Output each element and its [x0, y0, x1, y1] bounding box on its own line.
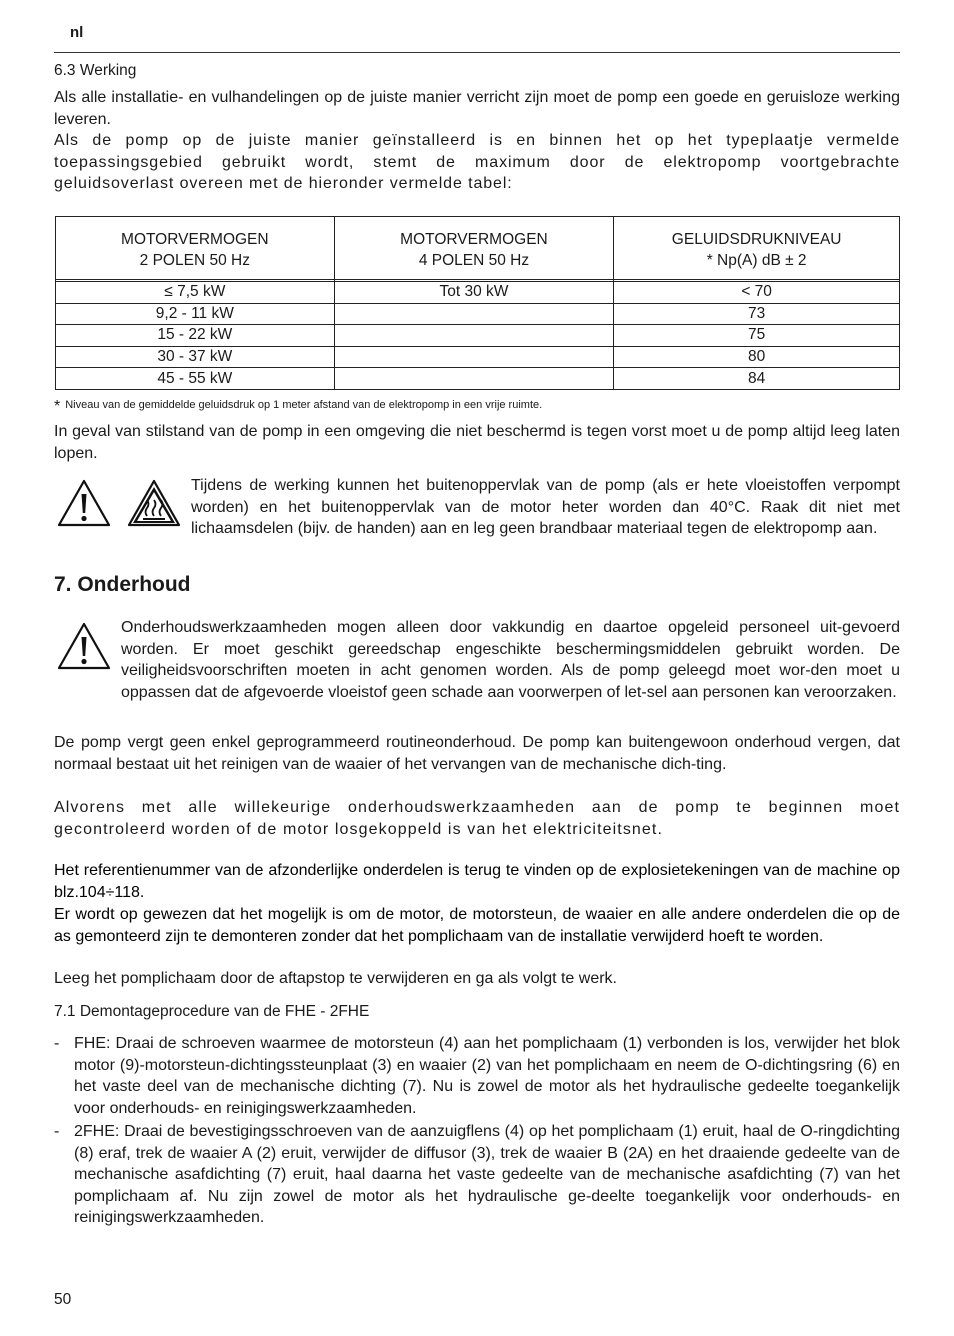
maintenance-paragraph-3: Het referentienummer van de afzonderlijke onderdelen is terug te vinden op de explosietekeningen van de machine op blz.104÷118.: [54, 862, 900, 901]
table-row: [56, 282, 900, 304]
procedure-list: [54, 1033, 900, 1229]
list-item-text: 2FHE: Draai de bevestigingsschroeven van de aanzuigflens (4) op het pomplichaam (1) eruit, haal de O-ringdichting (8) eraf, trek de waaier A (2) eruit, verwijder de diffusor (3), trek de waaier B (2A) en het draaiende gedeelte van de mechanische asafdichting (7) eruit, haal daarna het vaste gedeelte van de mechanische asafdichting (7) van het pomplichaam af. Nu zijn zowel de motor als het hydraulische ge-deelte toegankelijk voor onderhouds- en reinigingswerkzaamheden.: [74, 1123, 900, 1226]
table-cell: [334, 325, 614, 347]
table-header-row: [56, 217, 900, 280]
list-item: [54, 1121, 900, 1229]
table-row: [56, 346, 900, 368]
header-cell-2-poles: [56, 217, 335, 280]
language-label: nl: [70, 24, 84, 41]
section-6-3-title: 6.3 Werking: [54, 62, 137, 79]
table-cell: 73: [614, 303, 900, 325]
table-cell: 45 - 55 kW: [56, 368, 335, 390]
table-row: [56, 303, 900, 325]
hot-surface-warning-text: Tijdens de werking kunnen het buitenoppervlak van de pomp (als er hete vloeistoffen verpompt worden) en het buitenoppervlak van de motor heter worden dan 40°C. Raak dit niet met lichaamsdelen (bijv. de handen) aan en leg geen brandbaar materiaal tegen de elektropomp aan.: [191, 477, 900, 537]
header-text: GELUIDSDRUKNIVEAU: [671, 231, 842, 248]
header-text: MOTORVERMOGEN: [400, 231, 548, 248]
table-cell: < 70: [614, 282, 900, 304]
noise-table: [55, 216, 900, 390]
warning-triangle-icon: [56, 621, 112, 671]
list-dash: -: [54, 1035, 60, 1052]
list-item-text: FHE: Draai de schroeven waarmee de motorsteun (4) aan het pomplichaam (1) verbonden is los, verwijder het blok motor (9)-motorsteun-dichtingssteunplaat (3) en waaier (2) van het pomplichaam en neem de O-dichtingsring (6) en het vaste deel van de mechanische dichting (7). Nu is zowel de motor als het hydraulische gedeelte toegankelijk voor onderhouds- en reinigingswerkzaamheden.: [74, 1035, 900, 1117]
list-item: [54, 1033, 900, 1119]
header-rule: [54, 52, 900, 53]
werking-paragraph-1: Als alle installatie- en vulhandelingen op de juiste manier verricht zijn moet de pomp een goede en geruisloze werking leveren.: [54, 89, 900, 128]
header-text: * Np(A) dB ± 2: [706, 252, 807, 269]
frost-paragraph: In geval van stilstand van de pomp in een omgeving die niet beschermd is tegen vorst moet u de pomp altijd leeg laten lopen.: [54, 423, 900, 462]
hot-surface-icon: [126, 478, 182, 528]
maintenance-paragraph-2: Alvorens met alle willekeurige onderhoudswerkzaamheden aan de pomp te beginnen moet gecontroleerd worden of de motor losgekoppeld is van het elektriciteitsnet.: [54, 799, 900, 838]
table-row: [56, 368, 900, 390]
header-text: 2 POLEN 50 Hz: [139, 252, 250, 269]
maintenance-paragraph-4: Er wordt op gewezen dat het mogelijk is om de motor, de motorsteun, de waaier en alle andere onderdelen die op de as gemonteerd zijn te demonteren zonder dat het pomplichaam van de installatie verwijderd hoeft te worden.: [54, 906, 900, 945]
header-cell-noise-level: [614, 217, 900, 280]
maintenance-paragraph-5: Leeg het pomplichaam door de aftapstop te verwijderen en ga als volgt te werk.: [54, 970, 617, 987]
warning-triangle-icon: [56, 478, 112, 528]
werking-paragraph-2: Als de pomp op de juiste manier geïnstalleerd is en binnen het op het typeplaatje vermelde toepassingsgebied gebruikt wordt, stemt de maximum door de elektropomp voortgebrachte geluidsoverlast overeen met de hieronder vermelde tabel:: [54, 132, 900, 192]
section-7-title: 7. Onderhoud: [54, 573, 191, 596]
table-cell: 80: [614, 346, 900, 368]
table-cell: 75: [614, 325, 900, 347]
table-cell: 15 - 22 kW: [56, 325, 335, 347]
maintenance-paragraph-1: De pomp vergt geen enkel geprogrammeerd routineonderhoud. De pomp kan buitengewoon onderhoud vergen, dat normaal bestaat uit het reinigen van de waaier of het vervangen van de mechanische dich-ting.: [54, 734, 900, 773]
table-cell: Tot 30 kW: [334, 282, 614, 304]
header-text: 4 POLEN 50 Hz: [418, 252, 530, 269]
table-cell: [334, 346, 614, 368]
table-row: [56, 325, 900, 347]
section-7-1-title: 7.1 Demontageprocedure van de FHE - 2FHE: [54, 1003, 370, 1020]
table-cell: [334, 368, 614, 390]
table-cell: 30 - 37 kW: [56, 346, 335, 368]
header-cell-4-poles: [334, 217, 614, 280]
footnote-text: Niveau van de gemiddelde geluidsdruk op 1 meter afstand van de elektropomp in een vrije ruimte.: [65, 399, 543, 411]
table-cell: 9,2 - 11 kW: [56, 303, 335, 325]
footnote-star: *: [54, 398, 61, 415]
table-cell: 84: [614, 368, 900, 390]
table-footnote: [54, 395, 542, 418]
maintenance-warning-text: Onderhoudswerkzaamheden mogen alleen door vakkundig en daartoe opgeleid personeel uit-gevoerd worden. Er moet geschikt gereedschap engeschikte beschermingsmiddelen gebruikt worden. De veiligheidsvoorschriften moeten in acht genomen worden. Als de pomp geleegd moet wor-den moet u oppassen dat de afgevoerde vloeistof geen schade aan voorwerpen of let-sel aan personen kan veroorzaken.: [121, 619, 900, 701]
page-number: 50: [54, 1291, 72, 1308]
table-cell: [334, 303, 614, 325]
list-dash: -: [54, 1123, 60, 1140]
table-cell: ≤ 7,5 kW: [56, 282, 335, 304]
header-text: MOTORVERMOGEN: [121, 231, 269, 248]
